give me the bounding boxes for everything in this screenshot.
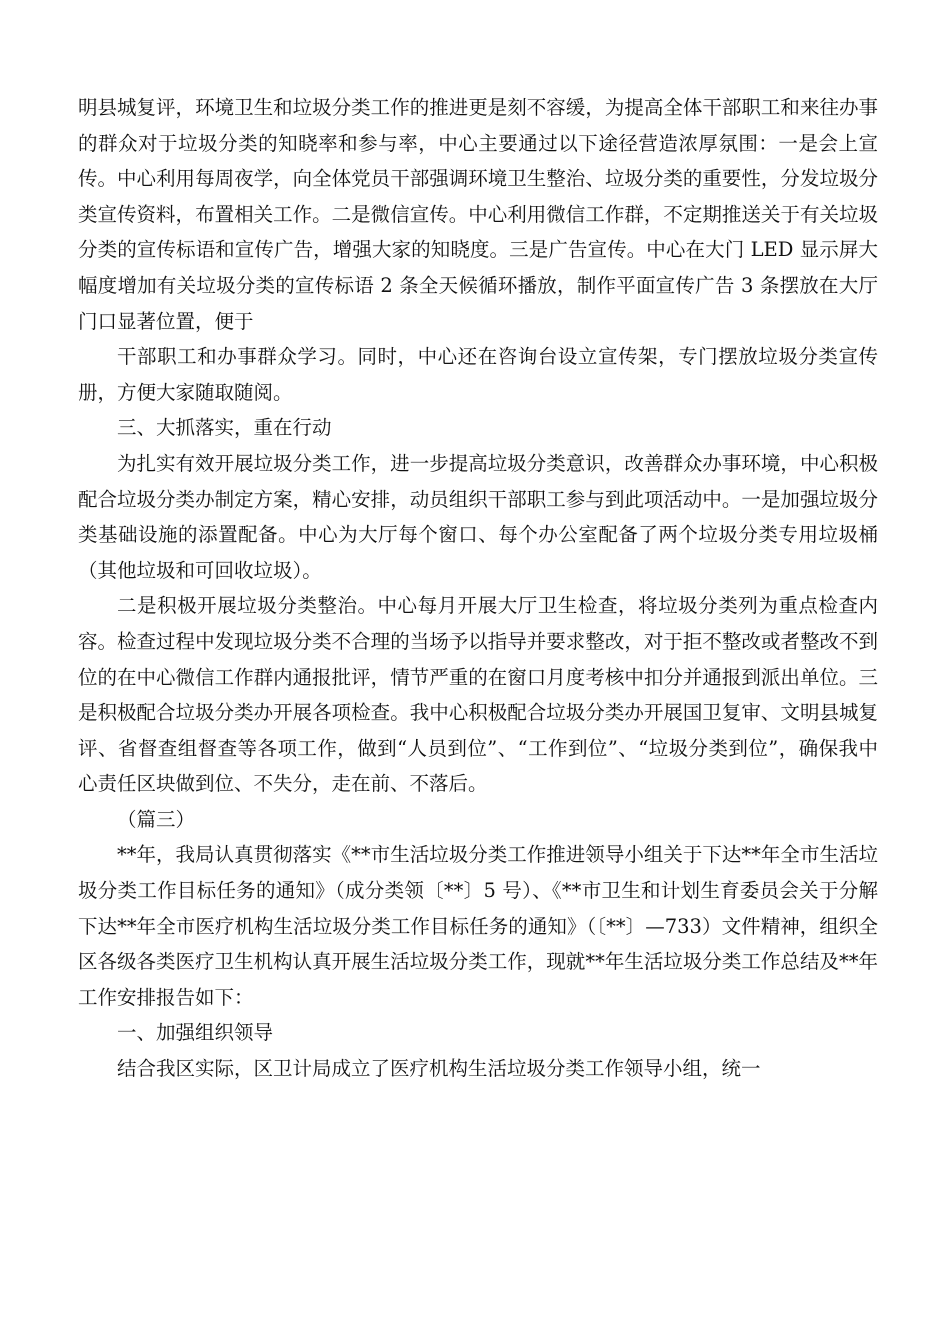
paragraph-report-intro: **年，我局认真贯彻落实《**市生活垃圾分类工作推进领导小组关于下达**年全市生活垃圾分类工作目标任务的通知》（成分类领〔**〕5 号）、《**市卫生和计划生育委员会关于分解下达**年全市医疗机构生活垃圾分类工作目标任务的通知》（〔**〕—733）文件精神，组织全区各级各类医疗卫生机构认真开展生活垃圾分类工作，现就**年生活垃圾分类工作总结及**年工作安排报告如下：: [78, 843, 878, 1009]
part-three-label: （篇三）: [117, 807, 196, 831]
paragraph-organization: 结合我区实际，区卫计局成立了医疗机构生活垃圾分类工作领导小组，统一: [117, 1057, 761, 1081]
paragraph-publicity-continued: 干部职工和办事群众学习。同时，中心还在咨询台设立宣传架，专门摆放垃圾分类宣传册，方便大家随取随阅。: [78, 345, 878, 404]
document-body: [78, 90, 878, 1087]
section-heading-three: 三、大抓落实，重在行动: [117, 416, 332, 440]
paragraph-continuation: 明县城复评，环境卫生和垃圾分类工作的推进更是刻不容缓，为提高全体干部职工和来往办事的群众对于垃圾分类的知晓率和参与率，中心主要通过以下途径营造浓厚氛围：一是会上宣传。中心利用每周夜学，向全体党员干部强调环境卫生整治、垃圾分类的重要性，分发垃圾分类宣传资料，布置相关工作。二是微信宣传。中心利用微信工作群，不定期推送关于有关垃圾分类的宣传标语和宣传广告，增强大家的知晓度。三是广告宣传。中心在大门 LED 显示屏大幅度增加有关垃圾分类的宣传标语 2 条全天候循环播放，制作平面宣传广告 3 条摆放在大厅门口显著位置，便于: [78, 96, 878, 333]
section-heading-one: 一、加强组织领导: [117, 1021, 274, 1045]
paragraph-rectification: 二是积极开展垃圾分类整治。中心每月开展大厅卫生检查，将垃圾分类列为重点检查内容。检查过程中发现垃圾分类不合理的当场予以指导并要求整改，对于拒不整改或者整改不到位的在中心微信工作群内通报批评，情节严重的在窗口月度考核中扣分并通报到派出单位。三是积极配合垃圾分类办开展各项检查。我中心积极配合垃圾分类办开展国卫复审、文明县城复评、省督查组督查等各项工作，做到“人员到位”、“工作到位”、“垃圾分类到位”，确保我中心责任区块做到位、不失分，走在前、不落后。: [78, 594, 878, 796]
paragraph-implementation: 为扎实有效开展垃圾分类工作，进一步提高垃圾分类意识，改善群众办事环境，中心积极配合垃圾分类办制定方案，精心安排，动员组织干部职工参与到此项活动中。一是加强垃圾分类基础设施的添置配备。中心为大厅每个窗口、每个办公室配备了两个垃圾分类专用垃圾桶（其他垃圾和可回收垃圾）。: [78, 451, 878, 582]
